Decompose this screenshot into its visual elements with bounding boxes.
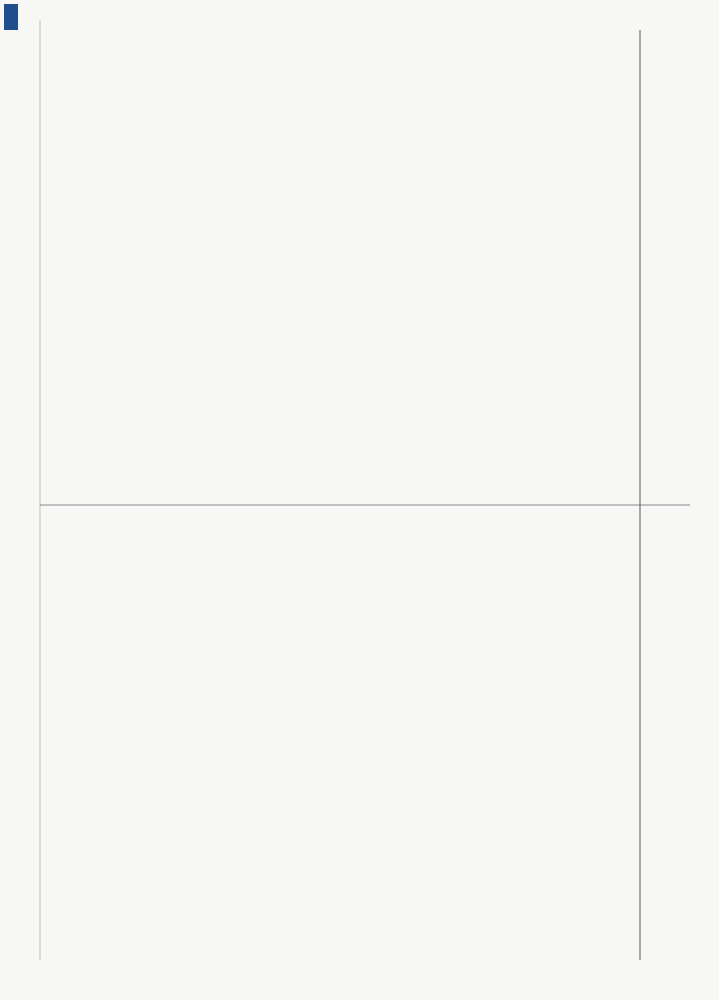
dfg-logo-box	[4, 4, 18, 30]
footer-band	[0, 0, 24, 1000]
table-rules	[40, 20, 690, 960]
